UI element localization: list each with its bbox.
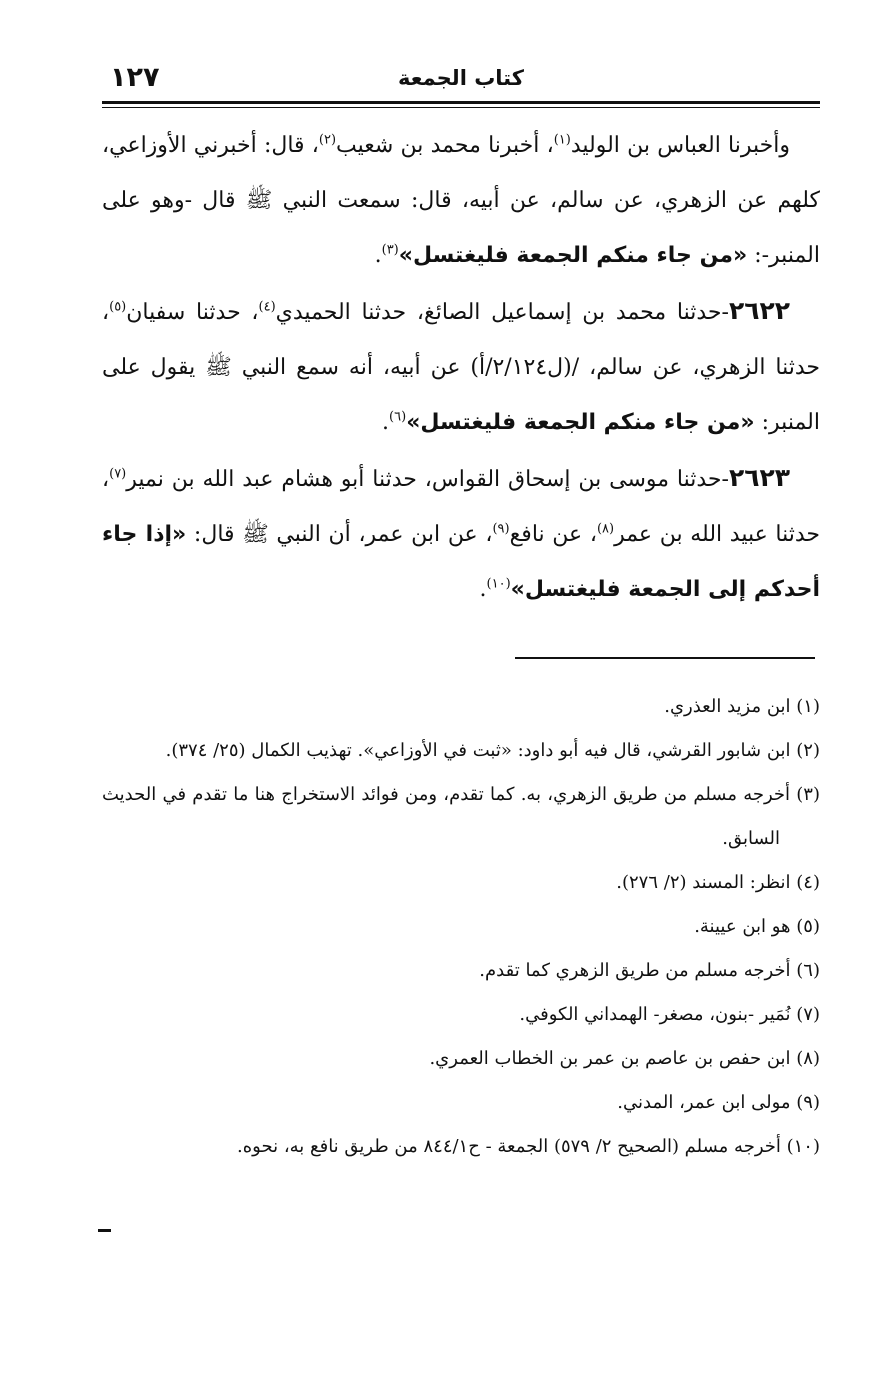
text-run: ، عن نافع	[509, 522, 597, 547]
footnote-ref: (٩)	[492, 521, 510, 537]
footnote-ref: (٧)	[109, 466, 127, 482]
text-run: .	[479, 577, 487, 602]
hadith-quote: «من جاء منكم الجمعة فليغتسل»	[398, 243, 748, 268]
hadith-quote: «من جاء منكم الجمعة فليغتسل»	[406, 410, 755, 435]
footnote-5: (٥) هو ابن عيينة.	[694, 916, 820, 937]
footnote-ref: (١)	[553, 132, 571, 148]
footnote-8: (٨) ابن حفص بن عاصم بن عمر بن الخطاب العمري.	[429, 1048, 820, 1069]
text-run: -حدثنا موسى بن إسحاق القواس، حدثنا أبو هشام عبد الله بن نمير	[126, 467, 729, 492]
text-run: ، حدثنا سفيان	[126, 300, 259, 325]
footnote-2: (٢) ابن شابور القرشي، قال فيه أبو داود: «ثبت في الأوزاعي». تهذيب الكمال (٢٥/ ٣٧٤).	[165, 740, 820, 761]
footnote-10: (١٠) أخرجه مسلم (الصحيح ٢/ ٥٧٩) الجمعة - ح٨٤٤/١ من طريق نافع به، نحوه.	[237, 1136, 820, 1157]
footnote-4: (٤) انظر: المسند (٢/ ٢٧٦).	[616, 872, 820, 893]
running-header	[102, 60, 820, 100]
continuation-mark	[98, 1229, 111, 1232]
footnote-ref: (٥)	[109, 299, 127, 315]
header-rule-thin	[102, 107, 820, 108]
footnote-3: (٣) أخرجه مسلم من طريق الزهري، به. كما تقدم، ومن فوائد الاستخراج هنا ما تقدم في الحديث السابق.	[102, 784, 820, 849]
footnote-7: (٧) نُمَير -بنون، مصغر- الهمداني الكوفي.	[519, 1004, 820, 1025]
text-run: .	[374, 243, 382, 268]
paragraph-continuation	[102, 118, 820, 283]
footnote-6: (٦) أخرجه مسلم من طريق الزهري كما تقدم.	[479, 960, 820, 981]
hadith-quote: «إذا جاء أحدكم إلى الجمعة فليغتسل»	[102, 522, 820, 602]
footnote-ref: (٨)	[596, 521, 615, 537]
footnote-separator	[515, 657, 815, 659]
main-text	[102, 118, 820, 617]
footnote-1: (١) ابن مزيد العذري.	[664, 696, 820, 717]
text-run: -حدثنا محمد بن إسماعيل الصائغ، حدثنا الحميدي	[275, 300, 729, 325]
footnote-ref: (٦)	[389, 409, 407, 425]
page-number: ١٢٧	[110, 62, 160, 93]
book-title: كتاب الجمعة	[398, 66, 524, 90]
footnote-ref: (١٠)	[486, 576, 511, 592]
footnote-ref: (٣)	[381, 242, 399, 258]
text-run: ، حدثنا الزهري، عن سالم، /(ل٢/١٢٤/أ) عن أبيه، أنه سمع النبي ﷺ يقول على المنبر:	[102, 300, 820, 435]
text-run: ، حدثنا عبيد الله بن عمر	[102, 467, 821, 547]
footnote-9: (٩) مولى ابن عمر، المدني.	[617, 1092, 820, 1113]
text-run: ، أخبرنا محمد بن شعيب	[336, 133, 554, 158]
hadith-2622	[102, 283, 820, 450]
hadith-2623	[102, 450, 820, 617]
header-rule	[102, 101, 820, 104]
hadith-number: ٢٦٢٣	[728, 463, 790, 492]
footnote-ref: (٢)	[318, 132, 337, 148]
text-run: ، قال: أخبرني الأوزاعي، كلهم عن الزهري، عن سالم، عن أبيه، قال: سمعت النبي ﷺ قال -وهو على المنبر-:	[102, 133, 820, 268]
footnotes	[102, 685, 820, 1169]
footnote-ref: (٤)	[258, 299, 276, 315]
hadith-number: ٢٦٢٢	[728, 296, 790, 325]
text-run: وأخبرنا العباس بن الوليد	[570, 133, 790, 158]
text-run: .	[382, 410, 390, 435]
text-run: ، عن ابن عمر، أن النبي ﷺ قال:	[186, 522, 493, 547]
